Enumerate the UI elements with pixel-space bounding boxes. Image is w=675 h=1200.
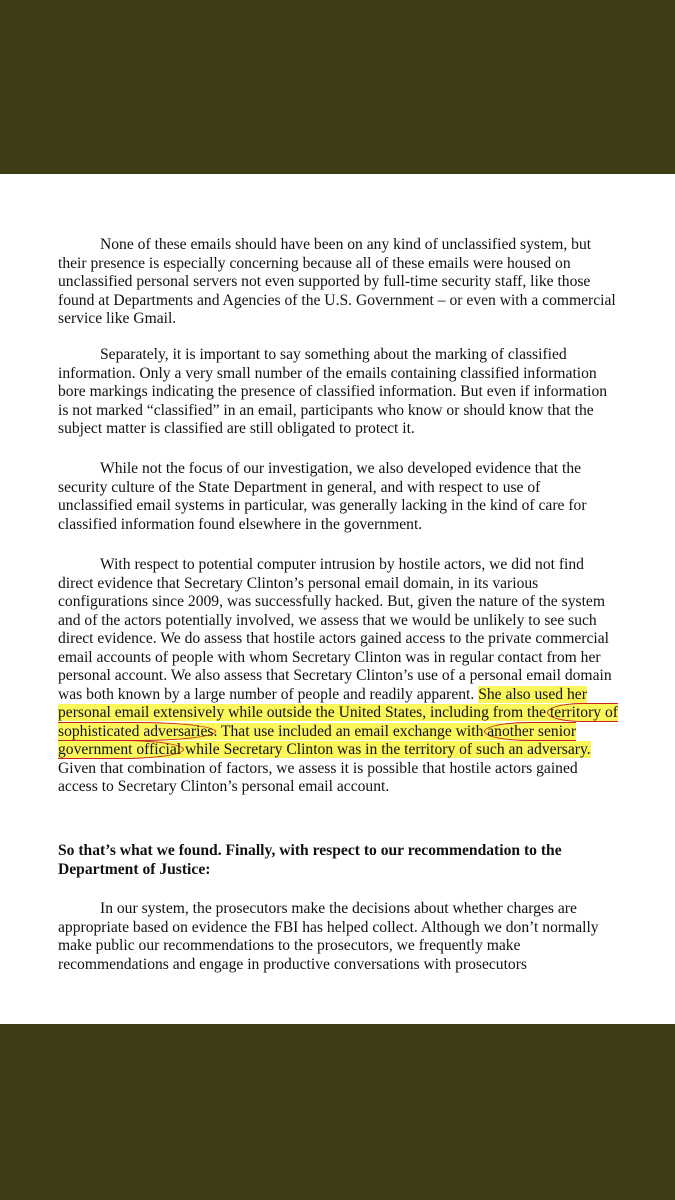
intrusion-conclusion-text: Given that combination of factors, we assess it is possible that hostile actors gained access to Secretary Clinton’s personal email account. bbox=[58, 759, 578, 795]
highlighted-text-part: while Secretary Clinton was in the territory of such an adversary. bbox=[181, 741, 591, 758]
top-letterbox-band bbox=[0, 0, 675, 174]
paragraph-classified-markings: Separately, it is important to say something about the marking of classified information. Only a very small number of the emails containing classified information bore markings indicating the presence of classified information. But even if information is not marked “classified” in an email, participants who know or should know that the subject matter is classified are still obligated to protect it. bbox=[58, 346, 608, 437]
circled-official-phrase: another senior government official bbox=[58, 722, 577, 758]
paragraph-unclassified-systems: None of these emails should have been on any kind of unclassified system, but their presence is especially concerning because all of these emails were housed on unclassified personal servers not even supported by full-time security staff, like those found at Departments and Agencies of the U.S. Government – or even with a commercial service like Gmail. bbox=[58, 236, 616, 327]
circled-adversaries-phrase: territory of sophisticated adversaries bbox=[58, 704, 618, 740]
bottom-letterbox-band bbox=[0, 1024, 675, 1200]
document-page bbox=[0, 174, 675, 1024]
paragraph-security-culture: While not the focus of our investigation, we also developed evidence that the security culture of the State Department in general, and with respect to use of unclassified email systems in particular, was generally lacking in the kind of care for classified information found elsewhere in the government. bbox=[58, 460, 587, 533]
section-heading: So that’s what we found. Finally, with respect to our recommendation to the Department of Justice: bbox=[58, 842, 562, 878]
paragraph-prosecutors: In our system, the prosecutors make the decisions about whether charges are appropriate based on evidence the FBI has helped collect. Although we don’t normally make public our recommendations to the prosecutors, we frequently make recommendations and engage in productive conversations with prosecutors bbox=[58, 900, 599, 973]
paragraph-computer-intrusion bbox=[58, 556, 618, 797]
highlighted-text-part: . That use included an email exchange with bbox=[213, 722, 488, 740]
intrusion-text: With respect to potential computer intrusion by hostile actors, we did not find direct evidence that Secretary Clinton’s personal email domain, in its various configurations since 2009, was successfully hacked. But, given the nature of the system and of the actors potentially involved, we assess that we would be unlikely to see such direct evidence. We do assess that hostile actors gained access to the private commercial email accounts of people with whom Secretary Clinton was in regular contact from her personal account. We also assess that Secretary Clinton’s use of a personal email domain was both known by a large number of people and readily apparent. bbox=[58, 556, 612, 703]
highlighted-text-part: She also used her personal email extensively while outside the United States, including from the bbox=[58, 685, 587, 721]
